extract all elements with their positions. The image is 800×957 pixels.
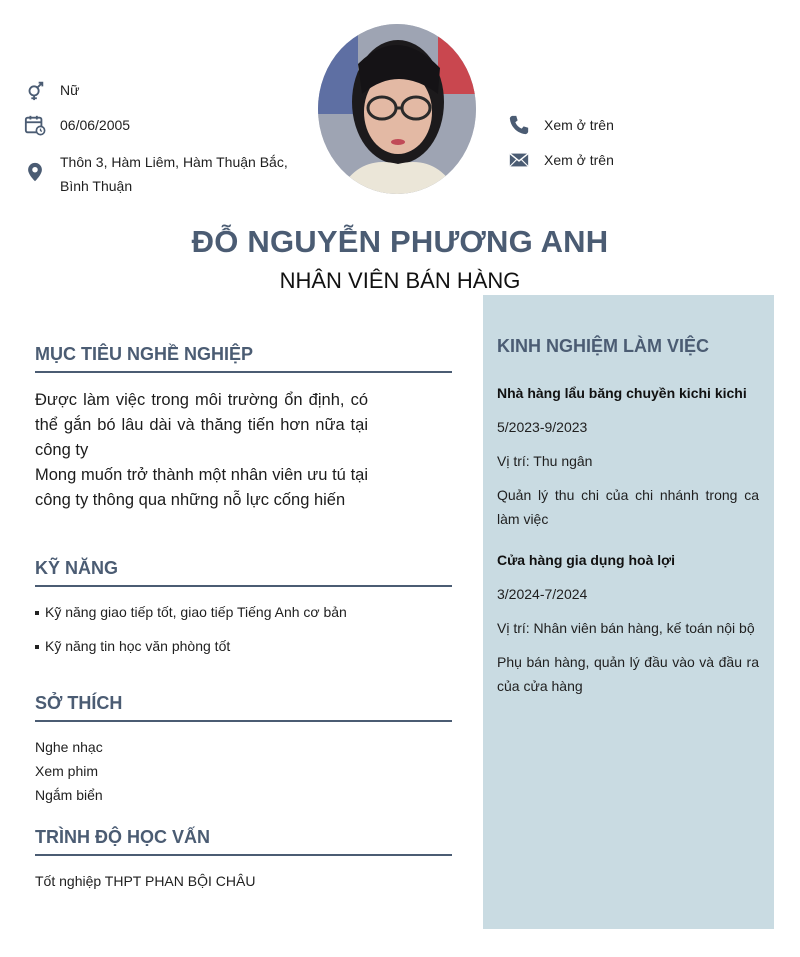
job-position: Vị trí: Nhân viên bán hàng, kế toán nội bộ bbox=[497, 620, 755, 636]
avatar bbox=[318, 24, 476, 194]
hobby-item: Xem phim bbox=[35, 763, 99, 779]
candidate-name: ĐỖ NGUYỄN PHƯƠNG ANH bbox=[191, 224, 609, 259]
phone-value: Xem ở trên bbox=[544, 117, 614, 133]
gender-icon bbox=[24, 79, 46, 101]
portrait-photo-icon bbox=[318, 24, 476, 194]
hobby-item: Ngắm biển bbox=[35, 787, 103, 803]
objective-text bbox=[35, 388, 368, 513]
objective-paragraph: Mong muốn trở thành một nhân viên ưu tú tại công ty thông qua những nỗ lực cống hiến bbox=[35, 466, 368, 509]
education-title: TRÌNH ĐỘ HỌC VẤN bbox=[35, 827, 452, 856]
skill-text: Kỹ năng giao tiếp tốt, giao tiếp Tiếng Anh cơ bản bbox=[45, 604, 347, 620]
hobby-item: Nghe nhạc bbox=[35, 739, 103, 755]
candidate-role: NHÂN VIÊN BÁN HÀNG bbox=[279, 268, 521, 293]
education-text: Tốt nghiệp THPT PHAN BỘI CHÂU bbox=[35, 873, 256, 889]
objective-title: MỤC TIÊU NGHỀ NGHIỆP bbox=[35, 344, 452, 373]
birthday-value: 06/06/2005 bbox=[60, 117, 131, 133]
location-icon bbox=[24, 161, 46, 183]
job-position: Vị trí: Thu ngân bbox=[497, 453, 593, 469]
job-description: Quản lý thu chi của chi nhánh trong ca làm việc bbox=[497, 487, 759, 527]
skill-item bbox=[35, 604, 347, 620]
skill-item bbox=[35, 638, 230, 654]
email-value: Xem ở trên bbox=[544, 152, 614, 168]
skills-title: KỸ NĂNG bbox=[35, 558, 452, 587]
job-description: Phụ bán hàng, quản lý đầu vào và đầu ra của cửa hàng bbox=[497, 654, 759, 694]
address-value: Thôn 3, Hàm Liêm, Hàm Thuận Bắc, Bình Thuận bbox=[60, 154, 288, 194]
gender-value: Nữ bbox=[60, 82, 80, 98]
job-company: Nhà hàng lẩu băng chuyền kichi kichi bbox=[497, 385, 747, 401]
job-period: 3/2024-7/2024 bbox=[497, 586, 588, 602]
hobbies-title: SỞ THÍCH bbox=[35, 693, 452, 722]
email-icon bbox=[508, 149, 530, 171]
bullet-icon bbox=[35, 645, 39, 649]
skill-text: Kỹ năng tin học văn phòng tốt bbox=[45, 638, 231, 654]
objective-paragraph: Được làm việc trong môi trường ổn định, có thể gắn bó lâu dài và thăng tiến hơn nữa tại công ty bbox=[35, 391, 368, 459]
job-period: 5/2023-9/2023 bbox=[497, 419, 588, 435]
phone-icon bbox=[508, 114, 530, 136]
calendar-icon bbox=[24, 114, 46, 136]
bullet-icon bbox=[35, 611, 39, 615]
experience-title: KINH NGHIỆM LÀM VIỆC bbox=[497, 336, 710, 356]
job-company: Cửa hàng gia dụng hoà lợi bbox=[497, 552, 675, 568]
